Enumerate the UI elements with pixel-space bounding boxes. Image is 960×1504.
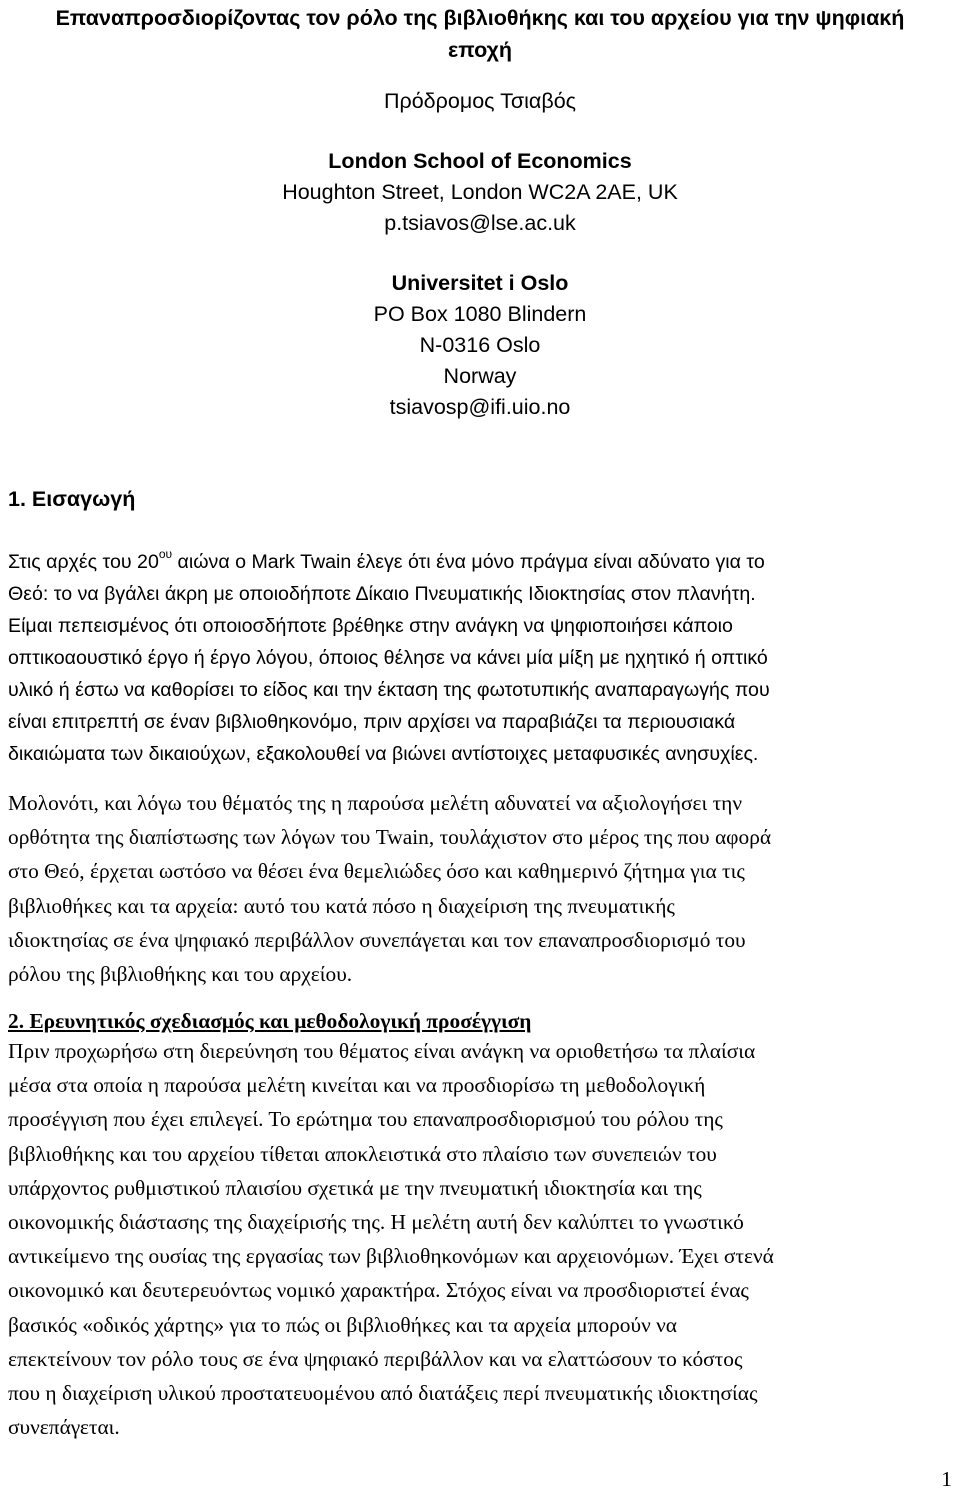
paper-title: [0, 2, 960, 66]
section-heading-methodology: 2. Ερευνητικός σχεδιασμός και μεθοδολογική προσέγγιση: [8, 1009, 532, 1033]
paragraph-line: Είμαι πεπεισμένος ότι οποιοσδήποτε βρέθηκε στην ανάγκη να ψηφιοποιήσει κάποιο: [8, 615, 733, 637]
text-run: Στις αρχές του 20: [8, 551, 159, 573]
intro-paragraph-1: [8, 546, 958, 770]
affiliation-email: tsiavosp@ifi.uio.no: [389, 395, 571, 419]
methodology-paragraph: [8, 1034, 958, 1444]
paragraph-line: αντικείμενο της ουσίας της εργασίας των βιβλιοθηκονόμων και αρχειονόμων. Έχει στενά: [8, 1244, 774, 1269]
paragraph-line: ορθότητα της διαπίστωσης των λόγων του Twain, τουλάχιστον στο μέρος της που αφορά: [8, 825, 772, 850]
text-run: αιώνα ο Mark Twain έλεγε ότι ένα μόνο πράγμα είναι αδύνατο για το: [172, 551, 765, 573]
paragraph-line: επεκτείνουν τον ρόλο τους σε ένα ψηφιακό περιβάλλον και να ελαττώσουν το κόστος: [8, 1346, 743, 1371]
affiliation-name: London School of Economics: [328, 149, 632, 173]
section-heading-introduction: 1. Εισαγωγή: [8, 487, 136, 511]
paragraph-line: υπάρχοντος ρυθμιστικού πλαισίου σχετικά με την πνευματική ιδιοκτησία και της: [8, 1175, 702, 1200]
paragraph-line: προσέγγιση που έχει επιλεγεί. Το ερώτημα του επαναπροσδιορισμού του ρόλου της: [8, 1107, 723, 1132]
paragraph-line: βασικός «οδικός χάρτης» για το πώς οι βιβλιοθήκες και τα αρχεία μπορούν να: [8, 1312, 677, 1337]
paragraph-line: Θεό: το να βγάλει άκρη με οποιοδήποτε Δίκαιο Πνευματικής Ιδιοκτησίας στον πλανήτη.: [8, 583, 756, 605]
affiliation-email: p.tsiavos@lse.ac.uk: [384, 211, 576, 235]
intro-paragraph-2: [8, 786, 958, 991]
paragraph-line: ιδιοκτησίας σε ένα ψηφιακό περιβάλλον συνεπάγεται και τον επαναπροσδιορισμό του: [8, 927, 746, 952]
affiliation-address-line: N-0316 Oslo: [419, 333, 541, 357]
paragraph-line: Πριν προχωρήσω στη διερεύνηση του θέματος είναι ανάγκη να οριοθετήσω τα πλαίσια: [8, 1039, 756, 1063]
paragraph-line: [8, 546, 958, 578]
affiliation-address-line: Norway: [443, 364, 517, 388]
paragraph-line: Μολονότι, και λόγω του θέματός της η παρούσα μελέτη αδυνατεί να αξιολογήσει την: [8, 791, 743, 815]
paragraph-line: οικονομικής διάστασης της διαχείρισής της. Η μελέτη αυτή δεν καλύπτει το γνωστικό: [8, 1210, 744, 1235]
page-number: 1: [941, 1467, 952, 1491]
superscript-ordinal: ου: [158, 547, 173, 561]
paragraph-line: είναι επιτρεπτή σε έναν βιβλιοθηκονόμο, πριν αρχίσει να παραβιάζει τα περιουσιακά: [8, 711, 736, 733]
paragraph-line: υλικό ή έστω να καθορίσει το είδος και την έκταση της φωτοτυπικής αναπαραγωγής που: [8, 679, 770, 701]
paragraph-line: βιβλιοθήκες και τα αρχεία: αυτό του κατά πόσο η διαχείριση της πνευματικής: [8, 893, 675, 918]
paragraph-line: ρόλου της βιβλιοθήκης και του αρχείου.: [8, 962, 353, 987]
title-line: Επαναπροσδιορίζοντας τον ρόλο της βιβλιοθήκης και του αρχείου για την ψηφιακή: [55, 6, 905, 30]
author-block: [0, 86, 960, 117]
affiliation-name: Universitet i Oslo: [391, 271, 569, 295]
affiliation-lse: [0, 146, 960, 239]
paragraph-line: βιβλιοθήκης και του αρχείου τίθεται αποκλειστικά στο πλαίσιο των συνεπειών του: [8, 1141, 717, 1166]
paragraph-line: που η διαχείριση υλικού προστατευομένου από διατάξεις περί πνευματικής ιδιοκτησίας: [8, 1381, 758, 1406]
title-line: εποχή: [448, 38, 512, 62]
paragraph-line: στο Θεό, έρχεται ωστόσο να θέσει ένα θεμελιώδες όσο και καθημερινό ζήτημα για τις: [8, 859, 745, 884]
affiliation-oslo: [0, 268, 960, 423]
paragraph-line: οικονομικό και δευτερευόντως νομικό χαρακτήρα. Στόχος είναι να προσδιοριστεί ένας: [8, 1278, 749, 1303]
paragraph-line: μέσα στα οποία η παρούσα μελέτη κινείται και να προσδιορίσω τη μεθοδολογική: [8, 1073, 706, 1098]
paragraph-line: δικαιώματα των δικαιούχων, εξακολουθεί να βιώνει αντίστοιχες μεταφυσικές ανησυχίες.: [8, 743, 759, 765]
affiliation-address-line: Houghton Street, London WC2A 2AE, UK: [282, 180, 678, 204]
paragraph-line: συνεπάγεται.: [8, 1415, 120, 1440]
paragraph-line: οπτικοαουστικό έργο ή έργο λόγου, όποιος θέλησε να κάνει μία μίξη με ηχητικό ή οπτικό: [8, 647, 768, 669]
affiliation-address-line: PO Box 1080 Blindern: [373, 302, 587, 326]
author-name: Πρόδρομος Τσιαβός: [383, 89, 577, 113]
